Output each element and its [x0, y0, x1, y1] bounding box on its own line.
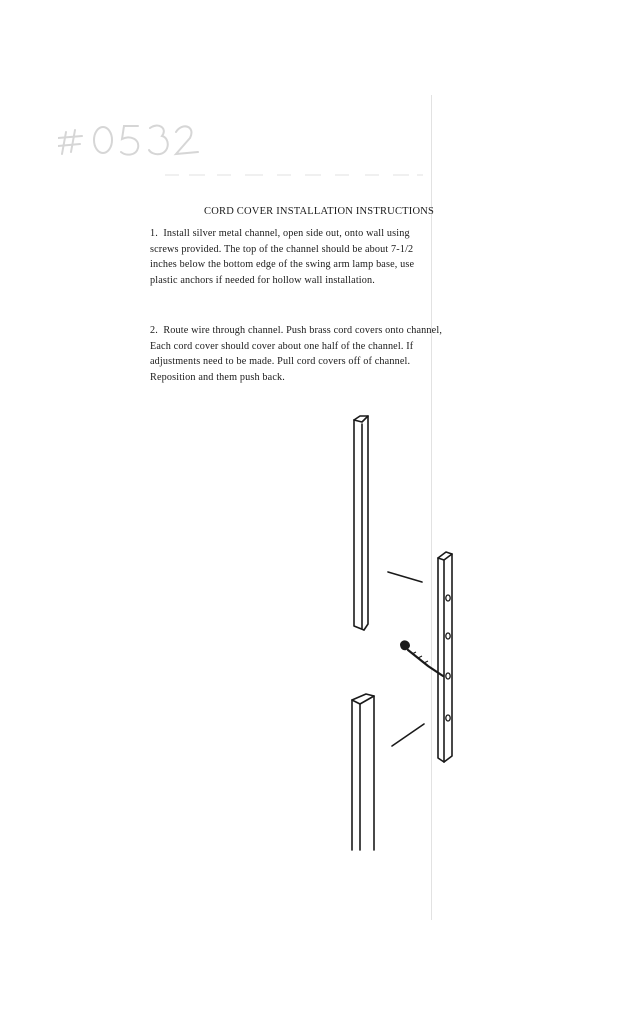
step-number: 1. — [150, 228, 158, 239]
step-2-line: adjustments need to be made. Pull cord covers off of channel. — [150, 356, 411, 368]
step-2-line: 2. Route wire through channel. Push brass cord covers onto channel, — [150, 325, 443, 336]
instruction-step-2 — [150, 323, 540, 385]
step-1-line: plastic anchors if needed for hollow wall installation. — [150, 274, 375, 286]
step-1-line: screws provided. The top of the channel should be about 7-1/2 — [150, 243, 414, 255]
handwritten-mark — [58, 110, 208, 170]
step-2-line: Each cord cover should cover about one half of the channel. If — [150, 340, 414, 352]
page-title: CORD COVER INSTALLATION INSTRUCTIONS — [204, 206, 435, 217]
channel-installation-diagram — [330, 400, 480, 860]
lower-leader-line — [392, 724, 424, 746]
upper-leader-line — [388, 572, 422, 582]
step-number: 2. — [150, 325, 158, 336]
upper-cord-cover — [354, 416, 368, 630]
lower-cord-cover — [352, 694, 374, 850]
faint-dash-row — [165, 172, 425, 178]
step-2-line: Reposition and them push back. — [150, 371, 285, 383]
metal-channel — [438, 552, 452, 762]
step-1-line: 1. Install silver metal channel, open side out, onto wall using — [150, 228, 410, 239]
channel-screw-holes — [446, 595, 450, 721]
instruction-step-1 — [150, 226, 540, 288]
step-1-line: inches below the bottom edge of the swing arm lamp base, use — [150, 259, 415, 271]
screw-icon — [400, 640, 443, 676]
